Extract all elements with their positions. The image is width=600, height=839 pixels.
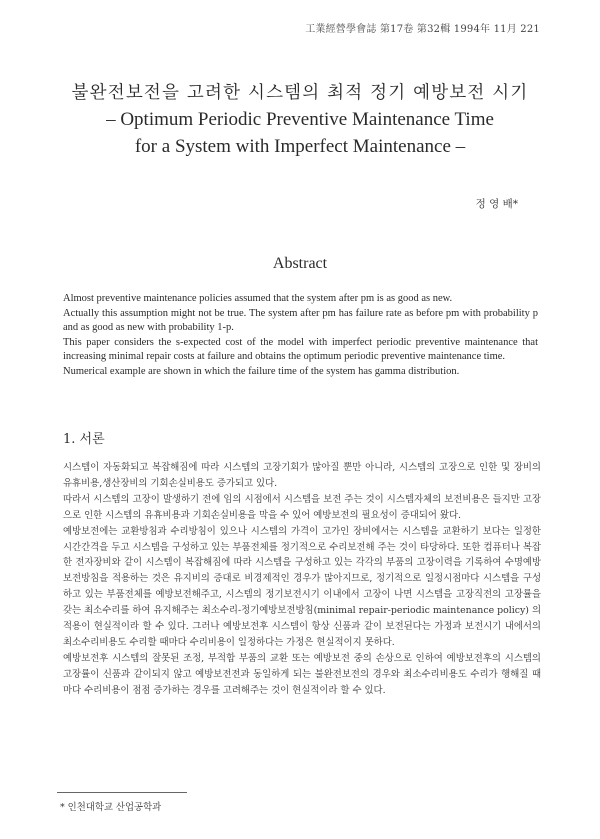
title-english-line2: for a System with Imperfect Maintenance – — [134, 136, 466, 157]
body-paragraph: 따라서 시스템의 고장이 발생하기 전에 임의 시점에서 시스템을 보전 주는 것이 시스템자체의 보전비용은 들지만 고장으로 인한 시스템의 유휴비용과 기회손실비용을 막을 수 있어 예방보전의 필요성이 증대되어 왔다. — [63, 493, 541, 521]
body-paragraph: 예방보전후 시스템의 잘못된 조정, 부적합 부품의 교환 또는 예방보전 중의 손상으로 인하여 예방보전후의 시스템의 고장률이 신품과 같이되지 않고 예방보전전과 동일하게 되는 불완전보전의 경우와 최소수리비용도 수리가 행해질 때마다 수리비용이 점점 증가하는 경우를 고려해주는 것이 현실적이라 할 수 있다. — [63, 652, 541, 696]
running-head: 工業經營學會誌 第17卷 第32輯 1994年 11月 221 — [305, 24, 540, 35]
abstract-paragraph: Almost preventive maintenance policies assumed that the system after pm is as good as new. — [63, 293, 453, 304]
footnote-divider — [57, 792, 187, 793]
section-heading-introduction: 1. 서론 — [63, 432, 105, 447]
body-paragraph: 시스템이 자동화되고 복잡해짐에 따라 시스템의 고장기회가 많아질 뿐만 아니라, 시스템의 고장으로 인한 및 장비의 유휴비용,생산장비의 기회손실비용도 증가되고 있다. — [63, 462, 541, 489]
abstract-heading: Abstract — [272, 255, 328, 272]
author-name: 정 영 배* — [475, 198, 518, 210]
abstract-paragraph: Numerical example are shown in which the failure time of the system has gamma distribution. — [63, 365, 460, 377]
section-body-introduction — [63, 460, 541, 699]
paper-title — [0, 80, 600, 160]
abstract-paragraph: Actually this assumption might not be true. The system after pm has failure rate as before pm with probability p and as good as new with probability 1-p. — [63, 307, 538, 334]
body-paragraph: 예방보전에는 교환방침과 수리방침이 있으나 시스템의 가격이 고가인 장비에서는 시스템을 교환하기 보다는 일정한 시간간격을 두고 시스템을 구성하고 있는 부품전체를 정기적으로 수리보전해 주는 것이 타당하다. 또한 컴퓨터나 복잡한 전자장비와 같이 시스템이 복잡해짐에 따라 시스템을 구성하고 있는 각각의 부품의 고장이력을 기록하여 수명예방보전방침을 적용하는 것은 유지비의 증대로 비경제적인 경우가 많아지므로, 정기적으로 일정시점마다 시스템을 구성하고 있는 부품전체를 예방보전해주고, 시스템의 정기보전시기 이내에서 고장이 나면 시스템을 고장직전의 고장률을 갖는 최소수리를 하여 유지해주는 최소수리-정기예방보전방침(minimal repair-periodic maintenance policy) 의 적용이 현실적이라 할 수 있다. 그러나 예방보전후 시스템이 항상 신품과 같이 보전된다는 가정과 보전시기 내에서의 최소수리비용도 수리할 때마다 수리비용이 일정하다는 가정은 현실적이지 못하다. — [63, 525, 541, 648]
title-english-line1: – Optimum Periodic Preventive Maintenance Time — [106, 109, 494, 130]
title-korean: 불완전보전을 고려한 시스템의 최적 정기 예방보전 시기 — [71, 83, 529, 103]
footnote-affiliation: * 인천대학교 산업공학과 — [60, 802, 162, 813]
abstract-paragraph: This paper considers the s-expected cost of the model with imperfect periodic preventive maintenance that increasing minimal repair costs at failure and obtains the optimum periodic preventive maintenance time. — [63, 336, 538, 363]
abstract-body — [63, 292, 538, 380]
